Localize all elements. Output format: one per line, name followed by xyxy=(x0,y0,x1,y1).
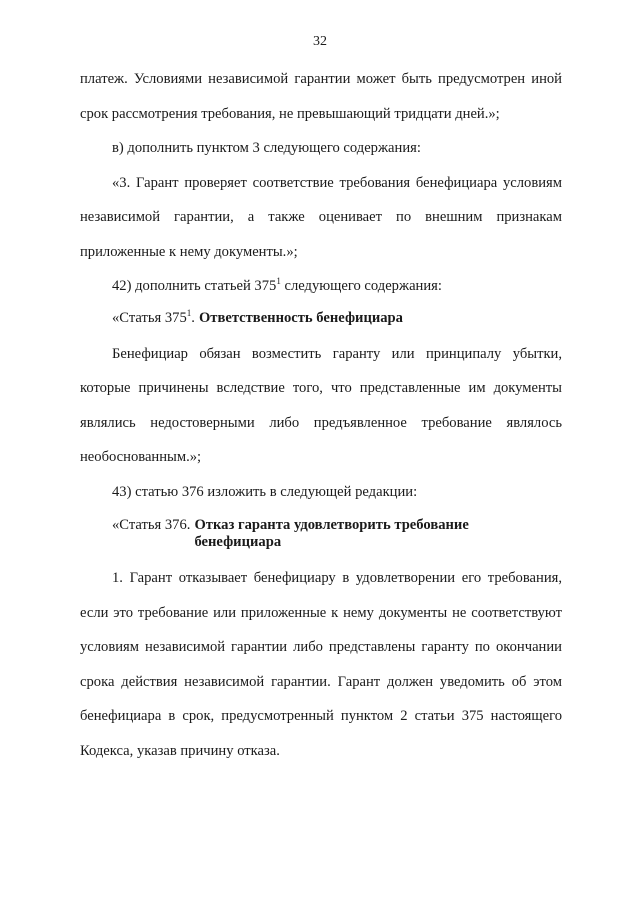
article-376-title: Отказ гаранта удовлетворить требование бенефициара xyxy=(194,517,469,550)
paragraph-continuation: платеж. Условиями независимой гарантии может быть предусмотрен иной срок рассмотрения требования, не превышающий тридцати дней.»; xyxy=(80,71,562,122)
paragraph-item-42 xyxy=(80,269,562,304)
paragraph-beneficiary-liability: Бенефициар обязан возместить гаранту или принципалу убытки, которые причинены вследствие того, что представленные им документы являлись недостоверными либо предъявленное требование являлось необоснованным.»; xyxy=(80,345,562,465)
paragraph-item-43: 43) статью 376 изложить в следующей редакции: xyxy=(112,483,418,500)
paragraph-amendment-v: в) дополнить пунктом 3 следующего содержания: xyxy=(112,140,421,156)
paragraph-article-376-clause-1: 1. Гарант отказывает бенефициару в удовлетворении его требования, если это требование или приложенные к нему документы не соответствуют условиям независимой гарантии либо представлены гаранту по окончании срока действия независимой гарантии. Гарант должен уведомить об этом бенефициара в срок, предусмотренный пунктом 2 статьи 375 настоящего Кодекса, указав причину отказа. xyxy=(80,570,562,759)
article-375-1-prefix: «Статья 375 xyxy=(112,309,187,326)
item-42-text-end: следующего содержания: xyxy=(280,278,442,294)
article-375-1-superscript: 1 xyxy=(186,307,192,318)
paragraph-clause-3: «3. Гарант проверяет соответствие требования бенефициара условиям независимой гарантии, а также оценивает по внешним признакам приложенные к нему документы.»; xyxy=(80,174,562,260)
document-body xyxy=(80,62,562,768)
page-number: 32 xyxy=(313,34,327,49)
article-376-heading xyxy=(80,517,562,551)
article-375-1-dot: . xyxy=(191,309,195,326)
article-375-1-heading xyxy=(80,307,562,327)
item-42-text: 42) дополнить статьей 375 xyxy=(112,278,277,294)
article-375-1-title: Ответственность бенефициара xyxy=(198,309,403,326)
item-42-superscript: 1 xyxy=(276,276,281,286)
article-376-prefix: «Статья 376. xyxy=(112,517,191,533)
